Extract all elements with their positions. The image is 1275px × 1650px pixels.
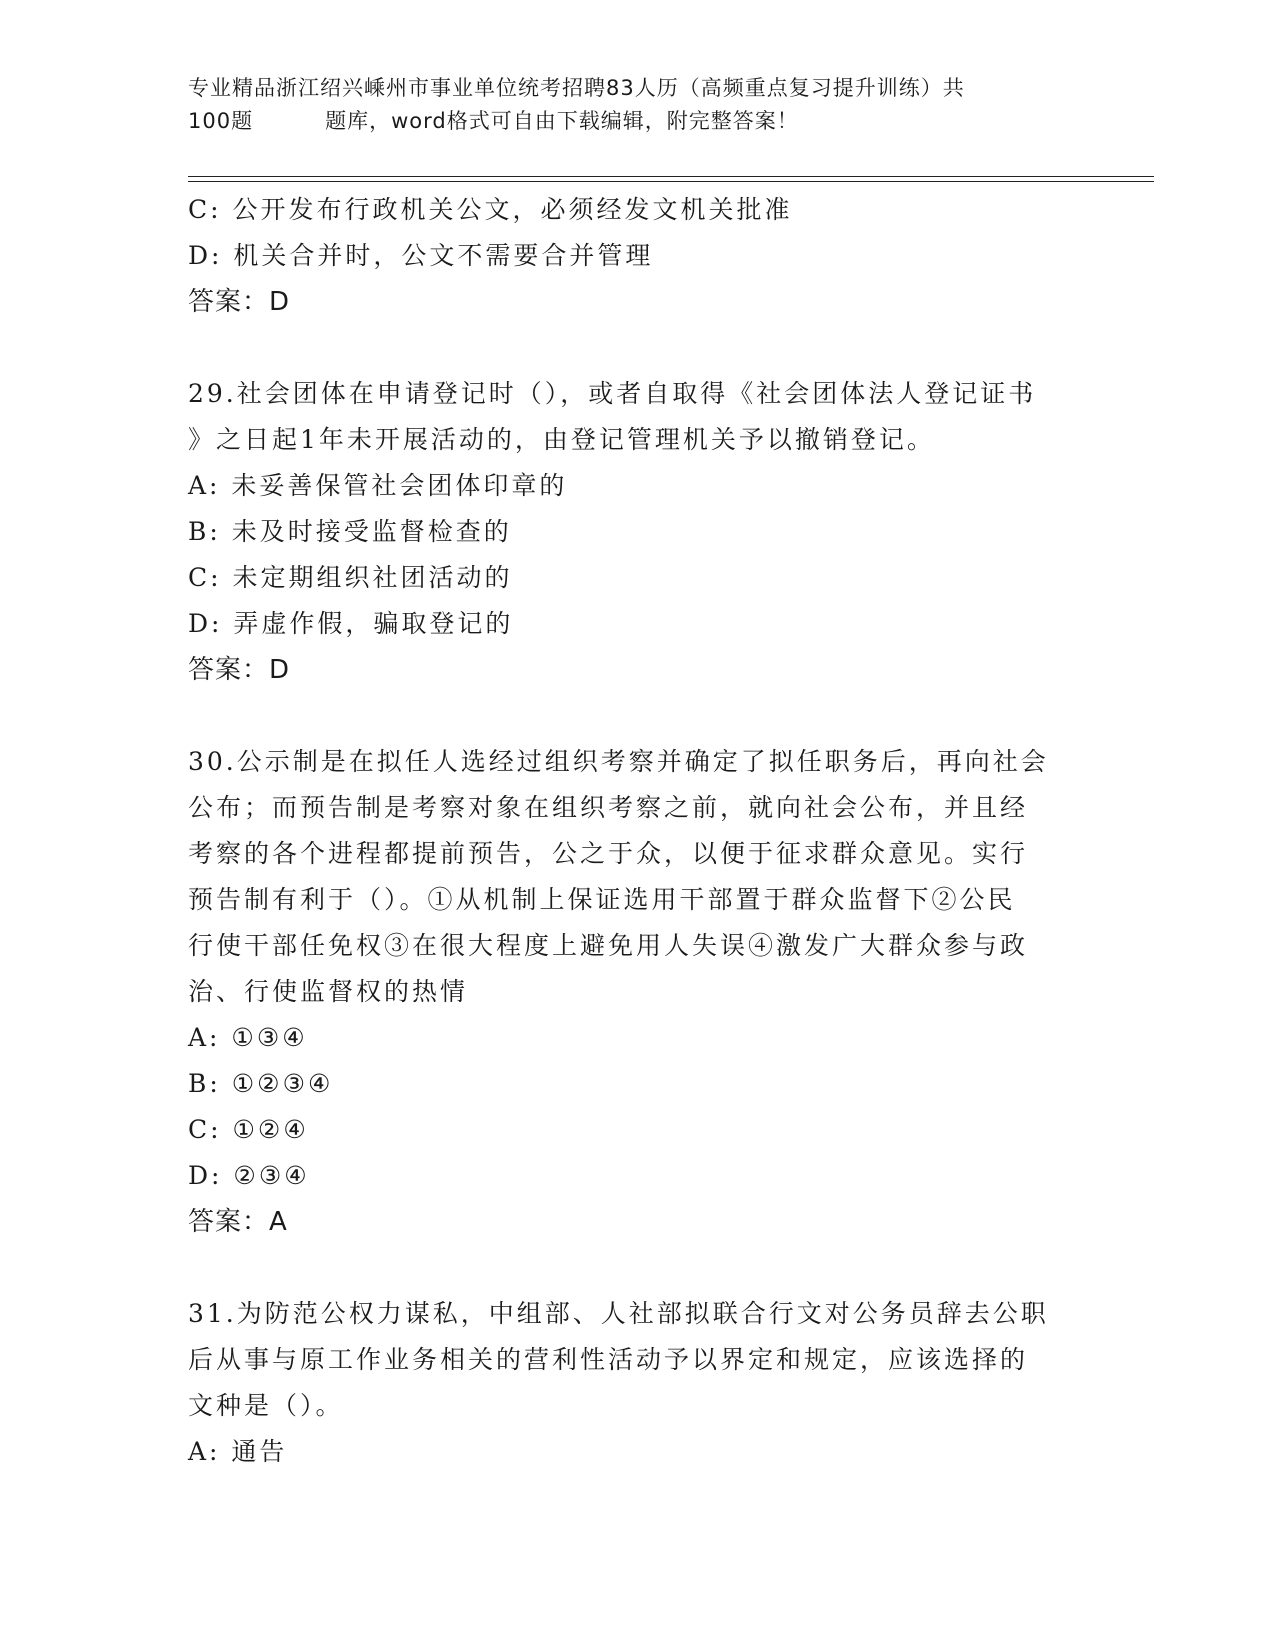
option-c: C: ①②④: [188, 1115, 309, 1144]
question-29: [188, 371, 1088, 693]
spacer: [188, 1245, 1088, 1291]
option-b: B: 未及时接受监督检查的: [188, 517, 512, 546]
option-a: A: 通告: [188, 1437, 288, 1466]
question-30: [188, 739, 1088, 1245]
header-question-count: 100题: [188, 109, 254, 133]
answer-line: 答案：D: [188, 655, 291, 685]
question-text-line: 公布；而预告制是考察对象在组织考察之前，就向社会公布，并且经: [188, 793, 1029, 822]
option-a: A: 未妥善保管社会团体印章的: [188, 471, 568, 500]
option-b: B: ①②③④: [188, 1069, 334, 1098]
spacer: [188, 325, 1088, 371]
question-text-line: 29.社会团体在申请登记时（），或者自取得《社会团体法人登记证书: [188, 379, 1037, 408]
header-rule-top: [188, 176, 1154, 177]
question-text-line: 30.公示制是在拟任人选经过组织考察并确定了拟任职务后，再向社会: [188, 747, 1049, 776]
option-a: A: ①③④: [188, 1023, 308, 1052]
header-title-line-1: 专业精品浙江绍兴嵊州市事业单位统考招聘83人历（高频重点复习提升训练）共: [188, 76, 965, 100]
option-d: D: 弄虚作假，骗取登记的: [188, 609, 514, 638]
question-text-line: 》之日起1年未开展活动的，由登记管理机关予以撤销登记。: [188, 425, 935, 454]
header-rule-bottom: [188, 181, 1154, 182]
document-body: [188, 187, 1088, 1475]
question-text-line: 预告制有利于（）。①从机制上保证选用干部置于群众监督下②公民: [188, 885, 1016, 914]
question-text-line: 文种是（）。: [188, 1391, 344, 1420]
question-31: [188, 1291, 1088, 1475]
question-text-line: 治、行使监督权的热情: [188, 977, 469, 1006]
header-title-line-2: [188, 105, 1088, 138]
answer-line: 答案：D: [188, 287, 291, 317]
option-d: D: 机关合并时，公文不需要合并管理: [188, 241, 654, 270]
question-text-line: 行使干部任免权③在很大程度上避免用人失误④激发广大群众参与政: [188, 931, 1029, 960]
spacer: [188, 693, 1088, 739]
question-text-line: 后从事与原工作业务相关的营利性活动予以界定和规定，应该选择的: [188, 1345, 1029, 1374]
option-c: C: 公开发布行政机关公文，必须经发文机关批准: [188, 195, 793, 224]
option-d: D: ②③④: [188, 1161, 310, 1190]
answer-line: 答案：A: [188, 1207, 288, 1237]
option-c: C: 未定期组织社团活动的: [188, 563, 513, 592]
document-header: [188, 72, 1088, 138]
question-text-line: 考察的各个进程都提前预告，公之于众，以便于征求群众意见。实行: [188, 839, 1029, 868]
question-text-line: 31.为防范公权力谋私，中组部、人社部拟联合行文对公务员辞去公职: [188, 1299, 1049, 1328]
header-description: 题库，word格式可自由下载编辑，附完整答案！: [325, 109, 799, 133]
question-28-fragment: [188, 187, 1088, 325]
